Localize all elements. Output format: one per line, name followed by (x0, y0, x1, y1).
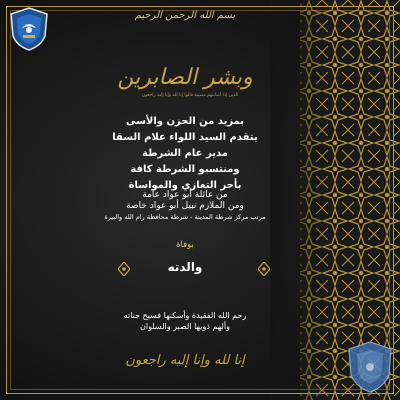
bottom-calligraphy-text: إنا لله وإنا إليه راجعون (125, 353, 245, 368)
prayer-line-2: وألهم ذويها الصبر والسلوان (140, 322, 230, 331)
message-line-5: بأحر التعازي والمواساة (128, 180, 242, 191)
police-emblem-watermark-icon (346, 340, 394, 394)
prayer-block (60, 310, 310, 332)
police-emblem-icon (8, 6, 50, 52)
family-line-1: من عائلة أبو عواد عامة (142, 190, 228, 200)
prayer-line-1: رحم الله الفقيدة وأسكنها فسيح جناته (123, 311, 247, 320)
bottom-calligraphy (105, 345, 265, 371)
basmala: بسم الله الرحمن الرحيم (134, 10, 236, 21)
message-line-2: يتقدم السيد اللواء علام السقا (112, 132, 258, 143)
deceased-name: والدته (167, 260, 203, 274)
message-line-3: مدير عام الشرطة (142, 148, 228, 159)
family-line-3: مرتب مركز شرطة المدينة - شرطة محافظة رام الله والبيرة (104, 213, 266, 221)
calligraphy-text: وبشر الصابرين (117, 65, 253, 90)
verse-text: الذين إذا أصابتهم مصيبة قالوا إنا لله وإنا إليه راجعون (141, 93, 239, 98)
calligraphy-verse (60, 58, 310, 92)
death-label: بوفاة (176, 240, 194, 250)
message-block (60, 114, 310, 194)
message-line-1: بمزيد من الحزن والأسى (125, 116, 245, 127)
ornament-right-icon (258, 262, 270, 276)
family-block (60, 190, 310, 223)
family-line-2: ومن الملازم نبيل أبو عواد خاصة (126, 201, 244, 211)
message-line-4: ومنتسبو الشرطة كافة (130, 164, 240, 175)
